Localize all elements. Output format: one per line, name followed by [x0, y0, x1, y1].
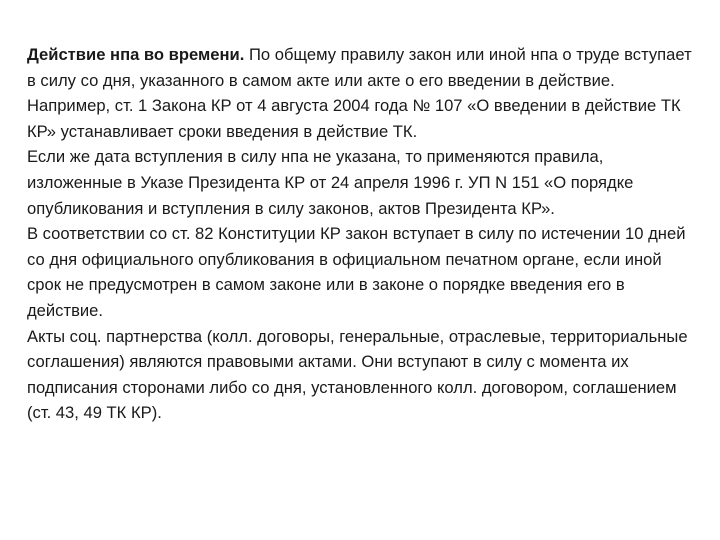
section-heading: Действие нпа во времени. — [27, 45, 245, 64]
slide-text-body — [27, 42, 697, 426]
paragraph-4: Акты соц. партнерства (колл. договоры, генеральные, отраслевые, территориальные соглашения) являются правовыми актами. Они вступают в силу с момента их подписания сторонами либо со дня, установленного колл. договором, соглашением (ст. 43, 49 ТК КР). — [27, 326, 688, 423]
paragraph-1-text: По общему правилу закон или иной нпа о труде вступает в силу со дня, указанного в самом акте или акте о его введении в действие. Например, ст. 1 Закона КР от 4 августа 2004 года № 107 «О введении в действие ТК КР» устанавливает сроки введения в действие ТК. — [27, 45, 692, 141]
paragraph-3: В соответствии со ст. 82 Конституции КР закон вступает в силу по истечении 10 дней со дня официального опубликования в официальном печатном органе, если иной срок не предусмотрен в самом законе или в законе о порядке введения его в действие. — [27, 224, 686, 320]
paragraph-2: Если же дата вступления в силу нпа не указана, то применяются правила, изложенные в Указе Президента КР от 24 апреля 1996 г. УП N 151 «О порядке опубликования и вступления в силу законов, актов Президента КР». — [27, 147, 634, 218]
paragraph-1 — [27, 42, 697, 144]
